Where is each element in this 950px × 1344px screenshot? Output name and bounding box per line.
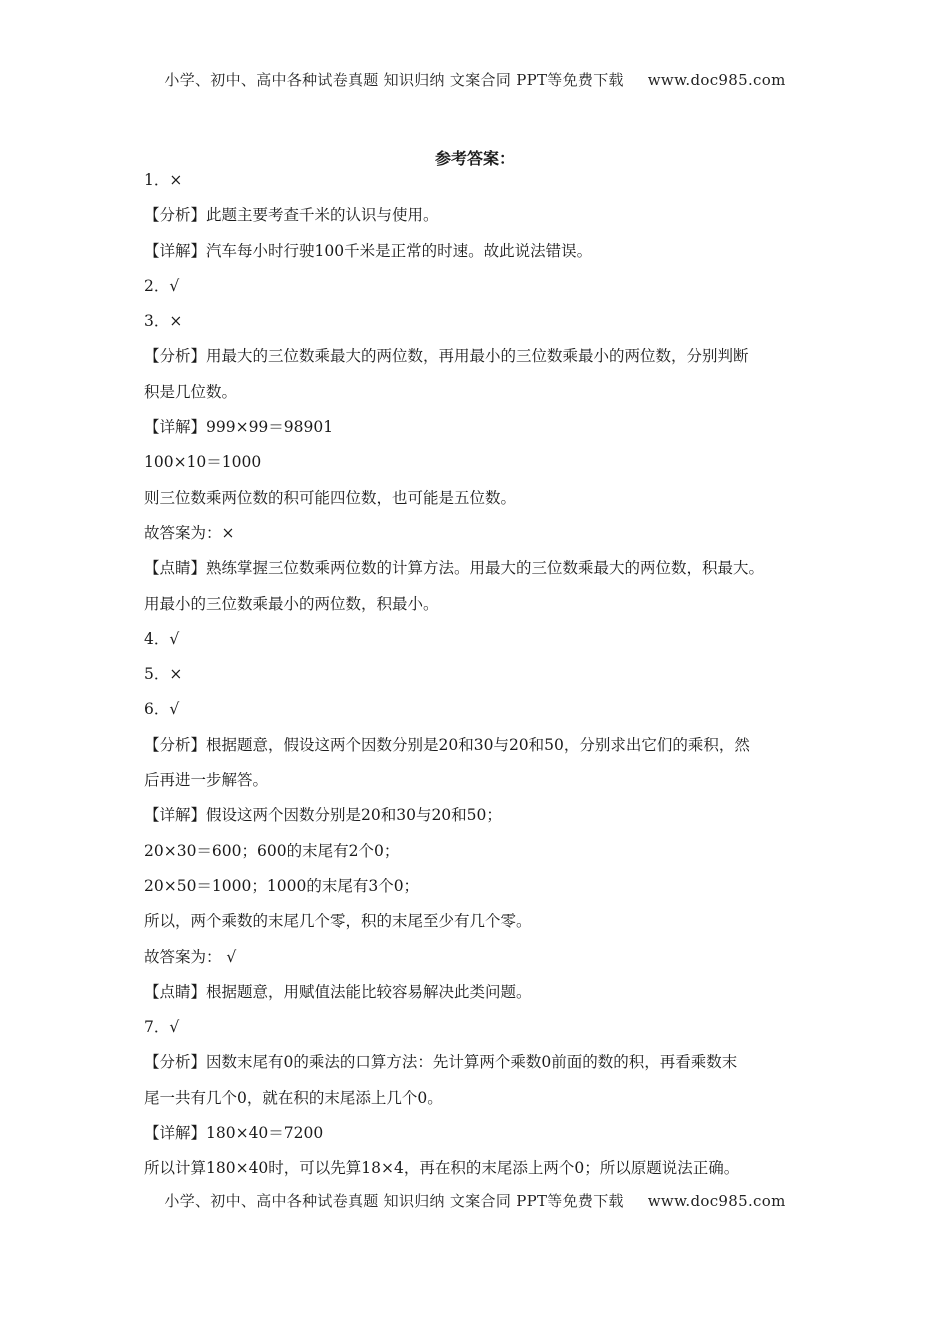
answer-line: 【分析】根据题意，假设这两个因数分别是20和30与20和50，分别求出它们的乘积，然 — [144, 735, 750, 754]
answer-line: 故答案为： √ — [144, 947, 237, 966]
answer-line: 故答案为：× — [144, 523, 235, 542]
footer-site-link[interactable]: www.doc985.com — [647, 1192, 786, 1210]
answer-line: 20×30＝600；600的末尾有2个0； — [144, 841, 400, 860]
answer-line: 20×50＝1000；1000的末尾有3个0； — [144, 876, 420, 895]
page-header-banner — [0, 69, 950, 90]
answer-line: 5．× — [144, 665, 183, 684]
answer-line: 【分析】用最大的三位数乘最大的两位数，再用最小的三位数乘最小的两位数，分别判断 — [144, 347, 749, 366]
answer-line: 7．√ — [144, 1018, 180, 1037]
header-site-link[interactable]: www.doc985.com — [647, 71, 786, 89]
answer-line: 尾一共有几个0，就在积的末尾添上几个0。 — [144, 1088, 443, 1107]
answer-line: 所以计算180×40时，可以先算18×4，再在积的末尾添上两个0；所以原题说法正确。 — [144, 1159, 740, 1178]
answer-line: 4．√ — [144, 629, 180, 648]
answer-line: 【点睛】根据题意，用赋值法能比较容易解决此类问题。 — [144, 982, 532, 1001]
answer-line: 则三位数乘两位数的积可能四位数，也可能是五位数。 — [144, 488, 517, 507]
answer-line: 【分析】因数末尾有0的乘法的口算方法：先计算两个乘数0前面的数的积，再看乘数末 — [144, 1053, 738, 1072]
answer-line: 用最小的三位数乘最小的两位数，积最小。 — [144, 594, 439, 613]
answer-line: 【详解】180×40＝7200 — [144, 1124, 324, 1143]
answer-content — [144, 171, 814, 1195]
answer-line: 【详解】999×99＝98901 — [144, 418, 334, 437]
answer-line: 所以，两个乘数的末尾几个零，积的末尾至少有几个零。 — [144, 912, 532, 931]
footer-text: 小学、初中、高中各种试卷真题 知识归纳 文案合同 PPT等免费下载 — [164, 1192, 624, 1210]
answer-line: 【详解】汽车每小时行驶100千米是正常的时速。故此说法错误。 — [144, 241, 593, 260]
answer-line: 【分析】此题主要考查千米的认识与使用。 — [144, 206, 439, 225]
page-footer-banner — [0, 1190, 950, 1211]
answer-line: 2．√ — [144, 276, 180, 295]
header-text: 小学、初中、高中各种试卷真题 知识归纳 文案合同 PPT等免费下载 — [164, 71, 624, 89]
answer-line: 积是几位数。 — [144, 382, 238, 401]
answer-line: 3．× — [144, 312, 183, 331]
answer-line: 【详解】假设这两个因数分别是20和30与20和50； — [144, 806, 502, 825]
answer-line: 1．× — [144, 171, 183, 189]
page-title: 参考答案： — [434, 149, 515, 168]
answer-line: 6．√ — [144, 700, 180, 719]
answer-line: 100×10＝1000 — [144, 453, 262, 472]
answer-line: 【点睛】熟练掌握三位数乘两位数的计算方法。用最大的三位数乘最大的两位数，积最大。 — [144, 559, 765, 578]
answer-line: 后再进一步解答。 — [144, 771, 269, 790]
